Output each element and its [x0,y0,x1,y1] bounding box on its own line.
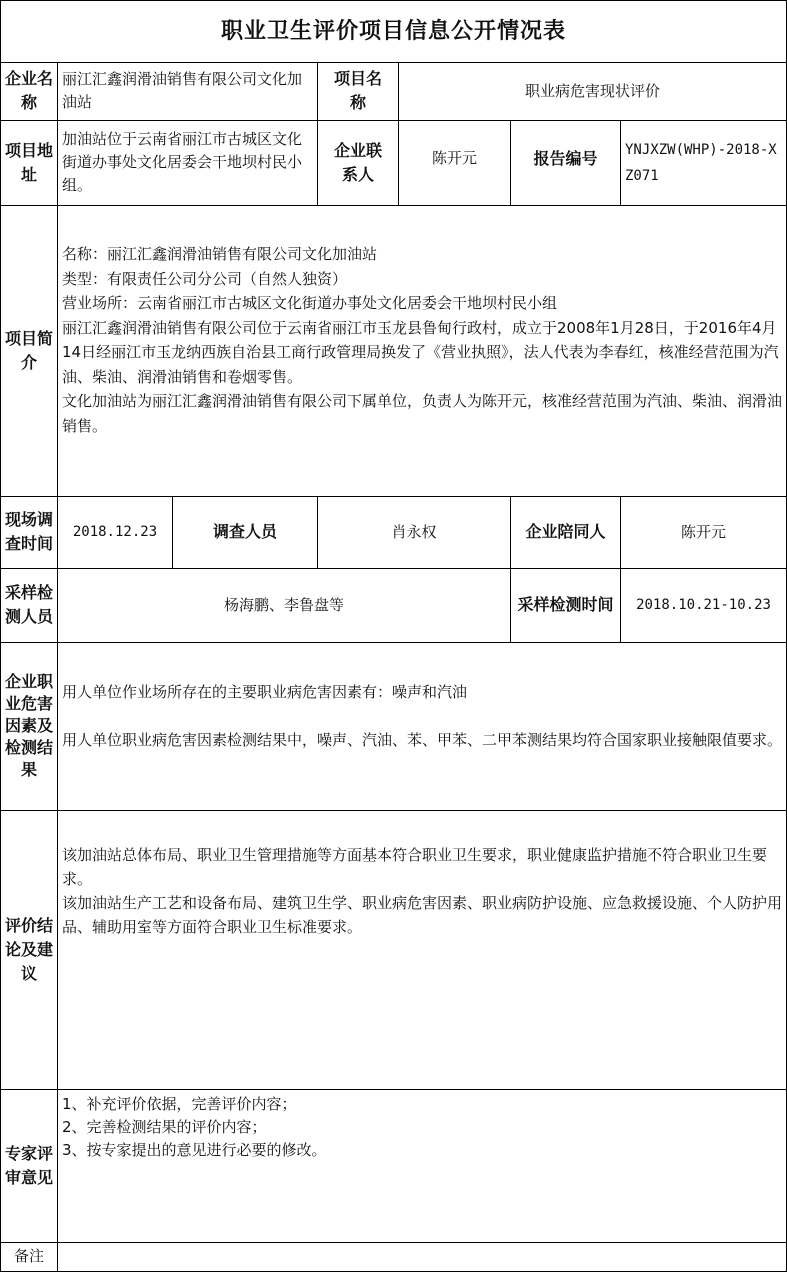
conclusion-label-text: 评价结论及建议 [4,915,53,983]
conclusion-label [4,810,54,1089]
investigators-text: 肖永权 [391,522,437,541]
remarks-label-text: 备注 [13,1247,44,1265]
report-no-text: YNJXZW(WHP)-2018-XZ071 [625,141,777,184]
company-name-text: 丽江汇鑫润滑油销售有限公司文化加油站 [62,70,303,111]
project-address-label-text: 项目地址 [4,140,53,184]
investigators-value [318,496,510,568]
hazards-label-text: 企业职业危害因素及检测结果 [4,672,53,779]
intro-label-text: 项目简介 [4,328,53,372]
project-name-label-text: 项目名称 [333,69,382,112]
survey-time-text: 2018.12.23 [72,523,158,540]
survey-time-value [58,496,172,568]
sampling-time-value [621,568,786,642]
expert-line: 1、补充评价依据，完善评价内容； [62,1095,297,1113]
intro-line: 营业场所：云南省丽江市古城区文化街道办事处文化居委会干地坝村民小组 [62,294,558,312]
accompany-value [621,496,786,568]
intro-line: 文化加油站为丽江汇鑫润滑油销售有限公司下属单位，负责人为陈开元，核准经营范围为汽油、柴油、润滑油销售。 [62,392,783,435]
contact-value [399,120,510,205]
project-address-label [4,120,54,205]
samplers-label [4,568,54,642]
page-title-text: 职业卫生评价项目信息公开情况表 [220,18,566,44]
sampling-time-text: 2018.10.21-10.23 [636,596,771,613]
accompany-label [511,496,620,568]
contact-label-text: 企业联系人 [333,140,382,184]
investigators-label-text: 调查人员 [212,522,277,541]
report-no-label-text: 报告编号 [533,148,598,168]
survey-time-label [4,496,54,568]
samplers-value [58,568,510,642]
samplers-text: 杨海鹏、李鲁盘等 [223,595,344,614]
sampling-time-label-text: 采样检测时间 [517,595,614,614]
expert-label [4,1089,54,1242]
conclusion-text [58,843,786,939]
hazards-label [4,642,54,810]
intro-label [4,205,54,496]
expert-line: 2、完善检测结果的评价内容； [62,1118,267,1136]
intro-text [58,242,786,438]
intro-line: 丽江汇鑫润滑油销售有限公司位于云南省丽江市玉龙县鲁甸行政村，成立于2008年1月28日，于2016年4月14日经丽江市玉龙纳西族自治县工商行政管理局换发了《营业执照》，法人代表为李春红，核准经营范围为汽油、柴油、润滑油销售和卷烟零售。 [62,318,779,386]
remarks-value [58,1242,786,1271]
project-address-value [58,120,317,205]
accompany-label-text: 企业陪同人 [525,522,606,541]
expert-line: 3、按专家提出的意见进行必要的修改。 [62,1141,327,1159]
accompany-text: 陈开元 [680,522,726,541]
project-name-text: 职业病危害现状评价 [524,81,660,100]
project-address-text: 加油站位于云南省丽江市古城区文化街道办事处文化居委会干地坝村民小组。 [62,130,303,194]
investigators-label [173,496,317,568]
survey-time-label-text: 现场调查时间 [4,510,53,553]
expert-label-text: 专家评审意见 [4,1143,53,1187]
intro-line: 名称：丽江汇鑫润滑油销售有限公司文化加油站 [62,245,378,263]
hazard-paragraph: 用人单位作业场所存在的主要职业病危害因素有：噪声和汽油 [62,683,468,701]
project-name-value [399,62,786,120]
company-name-label-text: 企业名称 [4,69,53,112]
contact-label [318,120,398,205]
hazards-text [58,680,786,752]
report-no-label [511,120,620,205]
conclusion-line: 该加油站总体布局、职业卫生管理措施等方面基本符合职业卫生要求，职业健康监护措施不符合职业卫生要求。 [62,846,768,888]
conclusion-line: 该加油站生产工艺和设备布局、建筑卫生学、职业病危害因素、职业病防护设施、应急救援设施、个人防护用品、辅助用室等方面符合职业卫生标准要求。 [62,894,783,936]
contact-text: 陈开元 [431,149,477,167]
hazard-paragraph: 用人单位职业病危害因素检测结果中，噪声、汽油、苯、甲苯、二甲苯测结果均符合国家职业接触限值要求。 [62,731,783,749]
company-name-value [58,62,317,120]
intro-line: 类型：有限责任公司分公司（自然人独资） [62,269,348,288]
project-name-label [318,62,398,120]
sampling-time-label [511,568,620,642]
samplers-label-text: 采样检测人员 [4,583,53,626]
expert-text [58,1093,786,1162]
report-no-value [621,120,786,205]
remarks-label [1,1242,57,1271]
company-name-label [4,62,54,120]
page-title [0,0,787,62]
